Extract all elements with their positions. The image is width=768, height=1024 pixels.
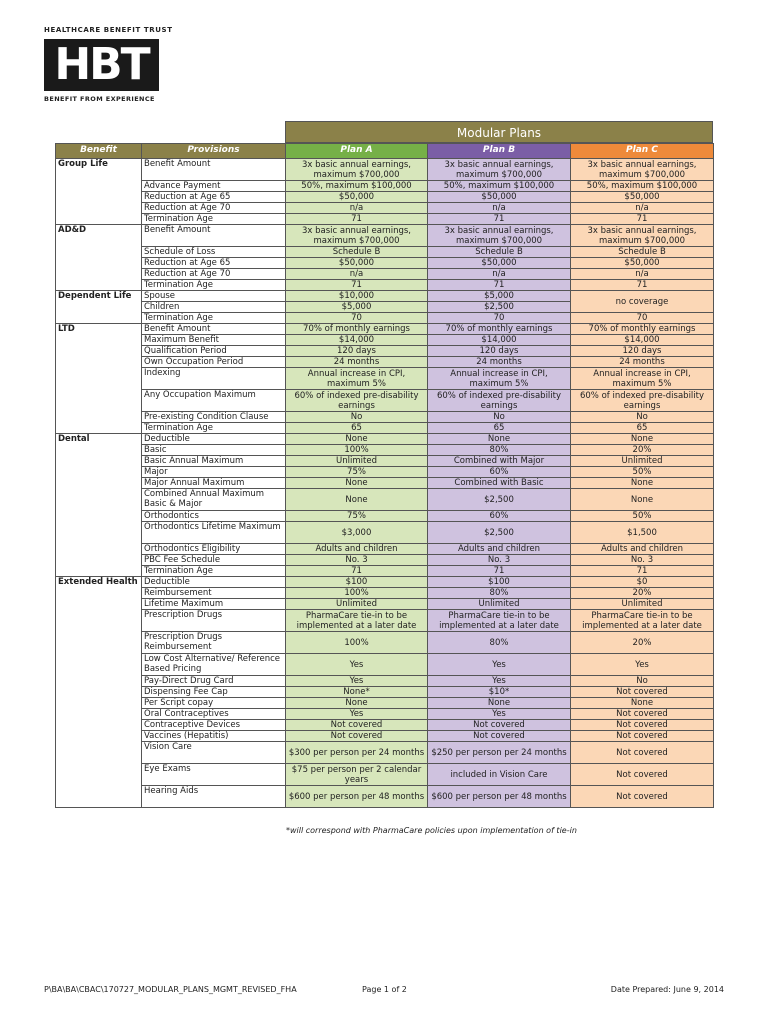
plan-b-value: Yes	[428, 676, 571, 687]
plan-b-value: $14,000	[428, 335, 571, 346]
table-row	[56, 522, 714, 544]
table-row	[56, 566, 714, 577]
plan-a-value: $75 per person per 2 calendar years	[286, 764, 428, 786]
provision-label: Eye Exams	[142, 764, 286, 786]
plan-c-value: 24 months	[571, 357, 714, 368]
provision-label: Deductible	[142, 434, 286, 445]
plan-a-value: 70	[286, 313, 428, 324]
table-row	[56, 280, 714, 291]
provision-label: Termination Age	[142, 280, 286, 291]
provision-label: Orthodontics	[142, 511, 286, 522]
table-row	[56, 654, 714, 676]
provision-label: Advance Payment	[142, 181, 286, 192]
plan-b-value: 60% of indexed pre-disability earnings	[428, 390, 571, 412]
plan-b-value: Yes	[428, 654, 571, 676]
table-row	[56, 324, 714, 335]
table-row	[56, 258, 714, 269]
plan-a-value: 70% of monthly earnings	[286, 324, 428, 335]
plan-b-value: included in Vision Care	[428, 764, 571, 786]
plan-c-value: 50%, maximum $100,000	[571, 181, 714, 192]
plan-b-value: 71	[428, 280, 571, 291]
table-row	[56, 786, 714, 808]
plan-c-value: Annual increase in CPI, maximum 5%	[571, 368, 714, 390]
provision-label: Indexing	[142, 368, 286, 390]
benefit-category: Extended Health	[56, 577, 142, 808]
plan-c-value: None	[571, 489, 714, 511]
plan-b-value: 3x basic annual earnings, maximum $700,000	[428, 159, 571, 181]
benefit-category: LTD	[56, 324, 142, 434]
benefit-category: Group Life	[56, 159, 142, 225]
provision-label: Termination Age	[142, 566, 286, 577]
plan-c-value: $14,000	[571, 335, 714, 346]
plan-b-value: Annual increase in CPI, maximum 5%	[428, 368, 571, 390]
table-row	[56, 313, 714, 324]
plan-c-value: 71	[571, 566, 714, 577]
col-header-plan-c: Plan C	[571, 144, 714, 159]
plan-a-value: Adults and children	[286, 544, 428, 555]
plan-b-value: Not covered	[428, 731, 571, 742]
plan-b-value: 24 months	[428, 357, 571, 368]
col-header-plan-b: Plan B	[428, 144, 571, 159]
plan-a-value: 65	[286, 423, 428, 434]
plan-b-value: No. 3	[428, 555, 571, 566]
plan-b-value: Combined with Basic	[428, 478, 571, 489]
plan-a-value: Unlimited	[286, 599, 428, 610]
provision-label: Basic Annual Maximum	[142, 456, 286, 467]
plan-a-value: $50,000	[286, 258, 428, 269]
plan-a-value: No. 3	[286, 555, 428, 566]
plan-b-value: None	[428, 698, 571, 709]
plan-a-value: $14,000	[286, 335, 428, 346]
provision-label: Vaccines (Hepatitis)	[142, 731, 286, 742]
provision-label: Reduction at Age 65	[142, 258, 286, 269]
table-row	[56, 335, 714, 346]
table-row	[56, 159, 714, 181]
plan-a-value: PharmaCare tie-in to be implemented at a later date	[286, 610, 428, 632]
plan-a-value: None	[286, 478, 428, 489]
provision-label: Spouse	[142, 291, 286, 302]
plan-a-value: $3,000	[286, 522, 428, 544]
plan-a-value: 24 months	[286, 357, 428, 368]
provision-label: Orthodontics Lifetime Maximum	[142, 522, 286, 544]
plan-a-value: Yes	[286, 709, 428, 720]
table-row	[56, 632, 714, 654]
plan-c-value: $1,500	[571, 522, 714, 544]
plan-c-value: 71	[571, 214, 714, 225]
plan-c-value: n/a	[571, 269, 714, 280]
provision-label: Low Cost Alternative/ Reference Based Pricing	[142, 654, 286, 676]
table-row	[56, 610, 714, 632]
plan-b-value: 71	[428, 214, 571, 225]
plan-c-value: None	[571, 698, 714, 709]
table-row	[56, 181, 714, 192]
plan-a-value: 60% of indexed pre-disability earnings	[286, 390, 428, 412]
plan-b-value: 70	[428, 313, 571, 324]
plan-c-value: 50%	[571, 467, 714, 478]
plan-a-value: 71	[286, 280, 428, 291]
plan-a-value: 120 days	[286, 346, 428, 357]
plan-b-value: $2,500	[428, 302, 571, 313]
provision-label: Orthodontics Eligibility	[142, 544, 286, 555]
benefit-category: Dental	[56, 434, 142, 577]
plan-b-value: Combined with Major	[428, 456, 571, 467]
logo-tagline: BENEFIT FROM EXPERIENCE	[44, 95, 155, 103]
plan-a-value: n/a	[286, 203, 428, 214]
provision-label: Schedule of Loss	[142, 247, 286, 258]
provision-label: Hearing Aids	[142, 786, 286, 808]
plan-c-value: Not covered	[571, 709, 714, 720]
plan-c-value: 20%	[571, 445, 714, 456]
provision-label: Vision Care	[142, 742, 286, 764]
plan-a-value: 3x basic annual earnings, maximum $700,000	[286, 159, 428, 181]
provision-label: Deductible	[142, 577, 286, 588]
table-header-row	[56, 144, 714, 159]
table-row	[56, 291, 714, 302]
plan-a-value: Schedule B	[286, 247, 428, 258]
plan-c-value: 120 days	[571, 346, 714, 357]
plan-a-value: 3x basic annual earnings, maximum $700,000	[286, 225, 428, 247]
plan-c-value: No. 3	[571, 555, 714, 566]
table-row	[56, 203, 714, 214]
plan-c-value: Adults and children	[571, 544, 714, 555]
table-row	[56, 577, 714, 588]
table-row	[56, 214, 714, 225]
table-row	[56, 687, 714, 698]
provision-label: Per Script copay	[142, 698, 286, 709]
provision-label: Qualification Period	[142, 346, 286, 357]
plan-b-value: Not covered	[428, 720, 571, 731]
benefits-table	[55, 143, 714, 808]
plan-a-value: 71	[286, 214, 428, 225]
table-row	[56, 467, 714, 478]
plan-b-value: Schedule B	[428, 247, 571, 258]
plan-c-value: 70% of monthly earnings	[571, 324, 714, 335]
plan-b-value: 3x basic annual earnings, maximum $700,000	[428, 225, 571, 247]
plan-b-value: 65	[428, 423, 571, 434]
plan-c-value: no coverage	[571, 291, 714, 313]
table-row	[56, 368, 714, 390]
plan-c-value: Not covered	[571, 764, 714, 786]
provision-label: Termination Age	[142, 313, 286, 324]
plan-b-value: $2,500	[428, 489, 571, 511]
plan-c-value: None	[571, 434, 714, 445]
plan-a-value: $600 per person per 48 months	[286, 786, 428, 808]
plan-b-value: 50%, maximum $100,000	[428, 181, 571, 192]
provision-label: Reduction at Age 70	[142, 269, 286, 280]
table-row	[56, 555, 714, 566]
plan-b-value: 60%	[428, 467, 571, 478]
plan-c-value: 65	[571, 423, 714, 434]
plan-c-value: No	[571, 412, 714, 423]
table-row	[56, 544, 714, 555]
plan-c-value: Not covered	[571, 687, 714, 698]
provision-label: Contraceptive Devices	[142, 720, 286, 731]
plan-c-value: 71	[571, 280, 714, 291]
plan-b-value: 80%	[428, 632, 571, 654]
col-header-provisions: Provisions	[142, 144, 286, 159]
hbt-logo: HBT	[44, 39, 159, 91]
provision-label: Maximum Benefit	[142, 335, 286, 346]
plan-b-value: 120 days	[428, 346, 571, 357]
plan-c-value: Yes	[571, 654, 714, 676]
plan-a-value: None	[286, 698, 428, 709]
plan-b-value: $100	[428, 577, 571, 588]
table-row	[56, 269, 714, 280]
plan-b-value: Adults and children	[428, 544, 571, 555]
plan-a-value: None*	[286, 687, 428, 698]
table-row	[56, 390, 714, 412]
plan-c-value: 20%	[571, 588, 714, 599]
plan-a-value: None	[286, 434, 428, 445]
table-row	[56, 720, 714, 731]
plan-c-value: 20%	[571, 632, 714, 654]
plan-b-value: 80%	[428, 588, 571, 599]
plan-a-value: 100%	[286, 588, 428, 599]
modular-plans-heading: Modular Plans	[285, 121, 713, 143]
table-row	[56, 489, 714, 511]
plan-b-value: n/a	[428, 203, 571, 214]
provision-label: Children	[142, 302, 286, 313]
table-row	[56, 357, 714, 368]
plan-c-value: Not covered	[571, 720, 714, 731]
table-row	[56, 731, 714, 742]
logo-top-text: HEALTHCARE BENEFIT TRUST	[44, 26, 173, 34]
plan-c-value: 3x basic annual earnings, maximum $700,000	[571, 225, 714, 247]
footer-file-path: P\BA\BA\CBAC\170727_MODULAR_PLANS_MGMT_REVISED_FHA	[44, 985, 297, 994]
plan-a-value: 100%	[286, 445, 428, 456]
plan-a-value: Not covered	[286, 731, 428, 742]
plan-a-value: $300 per person per 24 months	[286, 742, 428, 764]
table-row	[56, 434, 714, 445]
table-row	[56, 742, 714, 764]
provision-label: Prescription Drugs Reimbursement	[142, 632, 286, 654]
plan-a-value: Annual increase in CPI, maximum 5%	[286, 368, 428, 390]
plan-b-value: $5,000	[428, 291, 571, 302]
plan-a-value: Unlimited	[286, 456, 428, 467]
plan-b-value: 60%	[428, 511, 571, 522]
plan-a-value: 71	[286, 566, 428, 577]
plan-c-value: 60% of indexed pre-disability earnings	[571, 390, 714, 412]
plan-c-value: Not covered	[571, 742, 714, 764]
table-body	[56, 159, 714, 808]
plan-b-value: n/a	[428, 269, 571, 280]
plan-c-value: 50%	[571, 511, 714, 522]
benefit-category: AD&D	[56, 225, 142, 291]
footer-date: Date Prepared: June 9, 2014	[610, 985, 724, 994]
plan-b-value: Unlimited	[428, 599, 571, 610]
provision-label: Pre-existing Condition Clause	[142, 412, 286, 423]
table-row	[56, 445, 714, 456]
table-row	[56, 423, 714, 434]
provision-label: Pay-Direct Drug Card	[142, 676, 286, 687]
plan-b-value: $250 per person per 24 months	[428, 742, 571, 764]
provision-label: Combined Annual Maximum Basic & Major	[142, 489, 286, 511]
provision-label: Any Occupation Maximum	[142, 390, 286, 412]
footnote: *will correspond with PharmaCare policies upon implementation of tie-in	[286, 826, 577, 835]
plan-a-value: 75%	[286, 511, 428, 522]
table-row	[56, 764, 714, 786]
plan-a-value: $100	[286, 577, 428, 588]
provision-label: Benefit Amount	[142, 324, 286, 335]
plan-c-value: No	[571, 676, 714, 687]
provision-label: Reimbursement	[142, 588, 286, 599]
plan-c-value: 70	[571, 313, 714, 324]
footer-page-number: Page 1 of 2	[362, 985, 407, 994]
col-header-benefit: Benefit	[56, 144, 142, 159]
plan-a-value: No	[286, 412, 428, 423]
plan-a-value: Not covered	[286, 720, 428, 731]
table-row	[56, 676, 714, 687]
provision-label: Reduction at Age 70	[142, 203, 286, 214]
plan-a-value: n/a	[286, 269, 428, 280]
plan-b-value: Yes	[428, 709, 571, 720]
table-row	[56, 588, 714, 599]
col-header-plan-a: Plan A	[286, 144, 428, 159]
plan-c-value: PharmaCare tie-in to be implemented at a later date	[571, 610, 714, 632]
plan-c-value: None	[571, 478, 714, 489]
plan-a-value: None	[286, 489, 428, 511]
table-row	[56, 709, 714, 720]
provision-label: PBC Fee Schedule	[142, 555, 286, 566]
provision-label: Benefit Amount	[142, 225, 286, 247]
plan-b-value: $50,000	[428, 258, 571, 269]
plan-a-value: 75%	[286, 467, 428, 478]
table-row	[56, 247, 714, 258]
plan-b-value: 71	[428, 566, 571, 577]
provision-label: Benefit Amount	[142, 159, 286, 181]
plan-c-value: n/a	[571, 203, 714, 214]
plan-b-value: $10*	[428, 687, 571, 698]
benefit-category: Dependent Life	[56, 291, 142, 324]
plan-a-value: 50%, maximum $100,000	[286, 181, 428, 192]
plan-c-value: Unlimited	[571, 599, 714, 610]
plan-a-value: $5,000	[286, 302, 428, 313]
plan-b-value: $50,000	[428, 192, 571, 203]
table-row	[56, 698, 714, 709]
plan-c-value: $50,000	[571, 258, 714, 269]
plan-a-value: $50,000	[286, 192, 428, 203]
provision-label: Reduction at Age 65	[142, 192, 286, 203]
plan-c-value: Not covered	[571, 731, 714, 742]
table-row	[56, 511, 714, 522]
provision-label: Lifetime Maximum	[142, 599, 286, 610]
plan-a-value: Yes	[286, 676, 428, 687]
table-row	[56, 346, 714, 357]
plan-a-value: $10,000	[286, 291, 428, 302]
plan-a-value: 100%	[286, 632, 428, 654]
table-row	[56, 599, 714, 610]
provision-label: Major	[142, 467, 286, 478]
table-row	[56, 412, 714, 423]
plan-b-value: No	[428, 412, 571, 423]
provision-label: Basic	[142, 445, 286, 456]
provision-label: Oral Contraceptives	[142, 709, 286, 720]
provision-label: Own Occupation Period	[142, 357, 286, 368]
provision-label: Prescription Drugs	[142, 610, 286, 632]
plan-c-value: $50,000	[571, 192, 714, 203]
plan-b-value: $2,500	[428, 522, 571, 544]
table-row	[56, 192, 714, 203]
plan-c-value: 3x basic annual earnings, maximum $700,000	[571, 159, 714, 181]
plan-c-value: Schedule B	[571, 247, 714, 258]
plan-b-value: None	[428, 434, 571, 445]
plan-c-value: $0	[571, 577, 714, 588]
provision-label: Termination Age	[142, 214, 286, 225]
provision-label: Dispensing Fee Cap	[142, 687, 286, 698]
plan-b-value: $600 per person per 48 months	[428, 786, 571, 808]
plan-a-value: Yes	[286, 654, 428, 676]
provision-label: Termination Age	[142, 423, 286, 434]
table-row	[56, 225, 714, 247]
plan-b-value: 80%	[428, 445, 571, 456]
table-row	[56, 478, 714, 489]
plan-c-value: Unlimited	[571, 456, 714, 467]
plan-b-value: PharmaCare tie-in to be implemented at a later date	[428, 610, 571, 632]
table-row	[56, 456, 714, 467]
plan-c-value: Not covered	[571, 786, 714, 808]
provision-label: Major Annual Maximum	[142, 478, 286, 489]
plan-b-value: 70% of monthly earnings	[428, 324, 571, 335]
